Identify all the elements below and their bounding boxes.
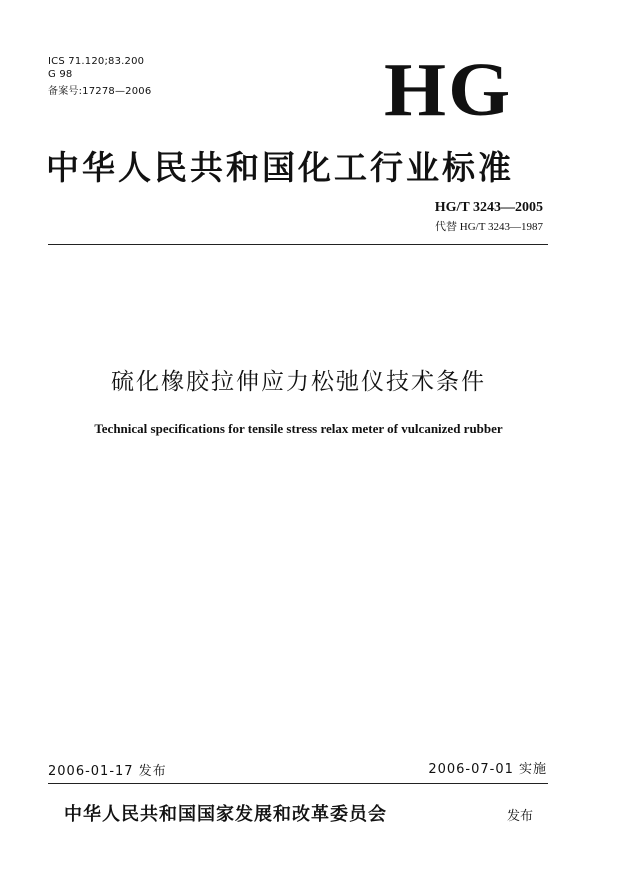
document-title-chinese: 硫化橡胶拉伸应力松弛仪技术条件 bbox=[111, 369, 486, 395]
ics-code: ICS 71.120;83.200 bbox=[48, 56, 145, 67]
document-title-english: Technical specifications for tensile stress relax meter of vulcanized rubber bbox=[94, 421, 503, 436]
filing-number: 备案号:17278—2006 bbox=[48, 86, 152, 97]
classification-code: G 98 bbox=[48, 69, 73, 80]
hg-logo: HG bbox=[383, 48, 513, 132]
org-title: 中华人民共和国化工行业标准 bbox=[46, 148, 514, 187]
issuer-suffix: 发布 bbox=[507, 809, 534, 824]
bottom-divider bbox=[48, 783, 548, 784]
issuing-authority: 中华人民共和国国家发展和改革委员会 bbox=[64, 804, 387, 825]
implementation-date: 2006-07-01 实施 bbox=[428, 762, 547, 777]
top-divider bbox=[48, 244, 548, 245]
replaces-standard: 代替 HG/T 3243—1987 bbox=[435, 221, 543, 233]
standard-number: HG/T 3243—2005 bbox=[434, 200, 543, 215]
issue-date: 2006-01-17 发布 bbox=[48, 764, 167, 779]
